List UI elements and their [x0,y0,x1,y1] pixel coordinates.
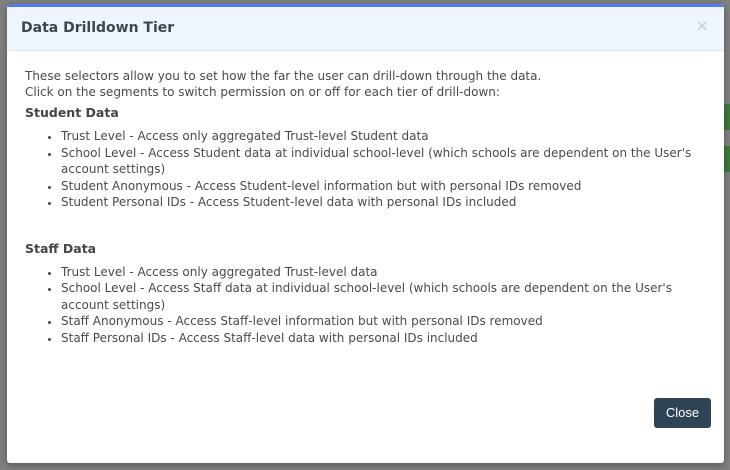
list-item: • Student Personal IDs - Access Student-level data with personal IDs included [61,194,706,211]
modal-body [7,51,724,346]
list-item: • Trust Level - Access only aggregated Trust-level data [61,264,706,281]
staff-tier-list [25,264,706,347]
list-item: • School Level - Access Student data at individual school-level (which schools are dependent on the User's account settings) [61,145,706,178]
close-icon[interactable]: × [695,16,709,35]
modal-footer [654,398,711,428]
list-item: • Student Anonymous - Access Student-level information but with personal IDs removed [61,178,706,195]
list-item: • Trust Level - Access only aggregated Trust-level Student data [61,128,706,145]
drilldown-tier-dialog [7,4,724,463]
student-tier-list [25,128,706,211]
list-item: • Staff Personal IDs - Access Staff-level data with personal IDs included [61,330,706,347]
modal-title: Data Drilldown Tier [21,20,175,36]
student-data-heading: Student Data [25,105,119,120]
intro-text: Click on the segments to switch permission on or off for each tier of drill-down: [25,85,500,99]
list-item: • School Level - Access Staff data at individual school-level (which schools are dependent on the User's account settings) [61,280,706,313]
list-item: • Staff Anonymous - Access Staff-level information but with personal IDs removed [61,313,706,330]
close-button[interactable]: Close [654,398,711,428]
staff-data-heading: Staff Data [25,240,97,256]
intro-text: These selectors allow you to set how the far the user can drill-down through the data. [25,69,542,83]
modal-header [7,7,724,51]
